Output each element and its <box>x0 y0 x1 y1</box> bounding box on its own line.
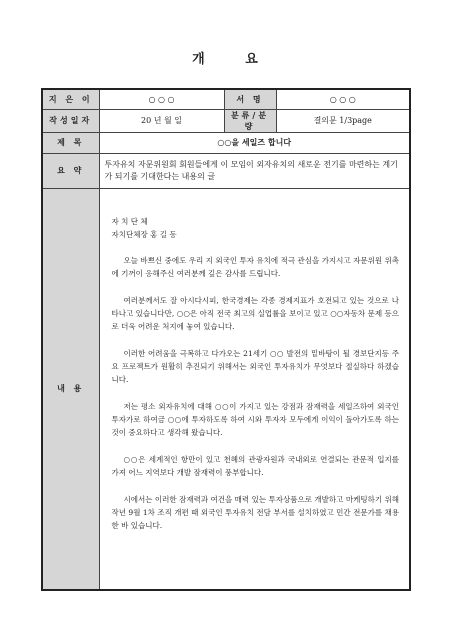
date-row <box>42 109 410 132</box>
date-label: 작성일자 <box>42 109 99 132</box>
content-body <box>100 189 410 589</box>
content-cell <box>99 188 410 590</box>
author-value: ○ ○ ○ <box>99 89 224 109</box>
paragraph: 시에서는 이러한 잠재력과 여건을 매력 있는 투자상품으로 개발하고 마케팅하기 위해 작년 9월 1차 조직 개편 때 외국인 투자유치 전담 부서를 설치하였고 민간 전문가를 채용한 바 있습니다. <box>111 494 399 530</box>
paragraph: 오늘 바쁘신 중에도 우리 지 외국인 투자 유치에 적극 관심을 가지시고 자문위원 위촉에 기꺼이 응해주신 여러분께 깊은 감사를 드립니다. <box>111 255 399 278</box>
org-heading: 자 치 단 체 <box>111 216 148 226</box>
author-row <box>42 89 410 109</box>
overview-form <box>41 88 411 591</box>
paragraph: 이러한 어려움을 극복하고 다가오는 21세기 ○○ 발전의 밑바탕이 될 경보단지등 주요 프로젝트가 원활히 추진되기 위해서는 외국인 투자유치가 무엇보다 절실하다 하겠습니다. <box>111 348 399 384</box>
paragraph: 저는 평소 외자유치에 대해 ○○이 가지고 있는 강점과 잠재력을 세일즈하여 외국인 투자가로 하여금 ○○에 투자하도록 하여 시와 투자자 모두에게 이익이 돌아가도록 하는 것이 중요하다고 생각해 왔습니다. <box>111 401 399 437</box>
subject-row <box>42 132 410 153</box>
summary-value: 투자유치 자문위원회 회원들에게 이 모임이 외자유치의 새로운 전기를 마련하는 계기가 되기를 기대한다는 내용의 글 <box>99 153 410 188</box>
amount-value: 결의문 1/3page <box>276 109 410 132</box>
paragraph: ○○은 세계적인 항만이 있고 천혜의 관광자원과 국내외로 연결되는 관문적 입지를 가져 어느 지역보다 개발 잠재력이 풍부합니다. <box>111 454 399 477</box>
summary-row <box>42 153 410 188</box>
page-title: 개 요 <box>192 52 276 67</box>
signer-value: ○ ○ ○ <box>276 89 410 109</box>
content-label: 내 용 <box>42 188 99 590</box>
paragraph: 여러분께서도 잘 아시다시피, 한국경제는 각종 경제지표가 호전되고 있는 것으로 나타나고 있습니다만, ○○은 아직 전국 최고의 실업률을 보이고 있고 ○○자동차 문제 등으로 더욱 어려운 처지에 놓여 있습니다. <box>111 295 399 331</box>
subject-label: 제 목 <box>42 132 99 153</box>
summary-label: 요 약 <box>42 153 99 188</box>
subject-value: ○○을 세일즈 합니다 <box>99 132 410 153</box>
signer-label: 서 명 <box>224 89 276 109</box>
author-label: 지 은 이 <box>42 89 99 109</box>
amount-label: 분류/분량 <box>224 109 276 132</box>
head-of-org: 자치단체장 홍 길 동 <box>111 229 177 239</box>
date-value: 20 년 월 일 <box>99 109 224 132</box>
content-row <box>42 188 410 590</box>
